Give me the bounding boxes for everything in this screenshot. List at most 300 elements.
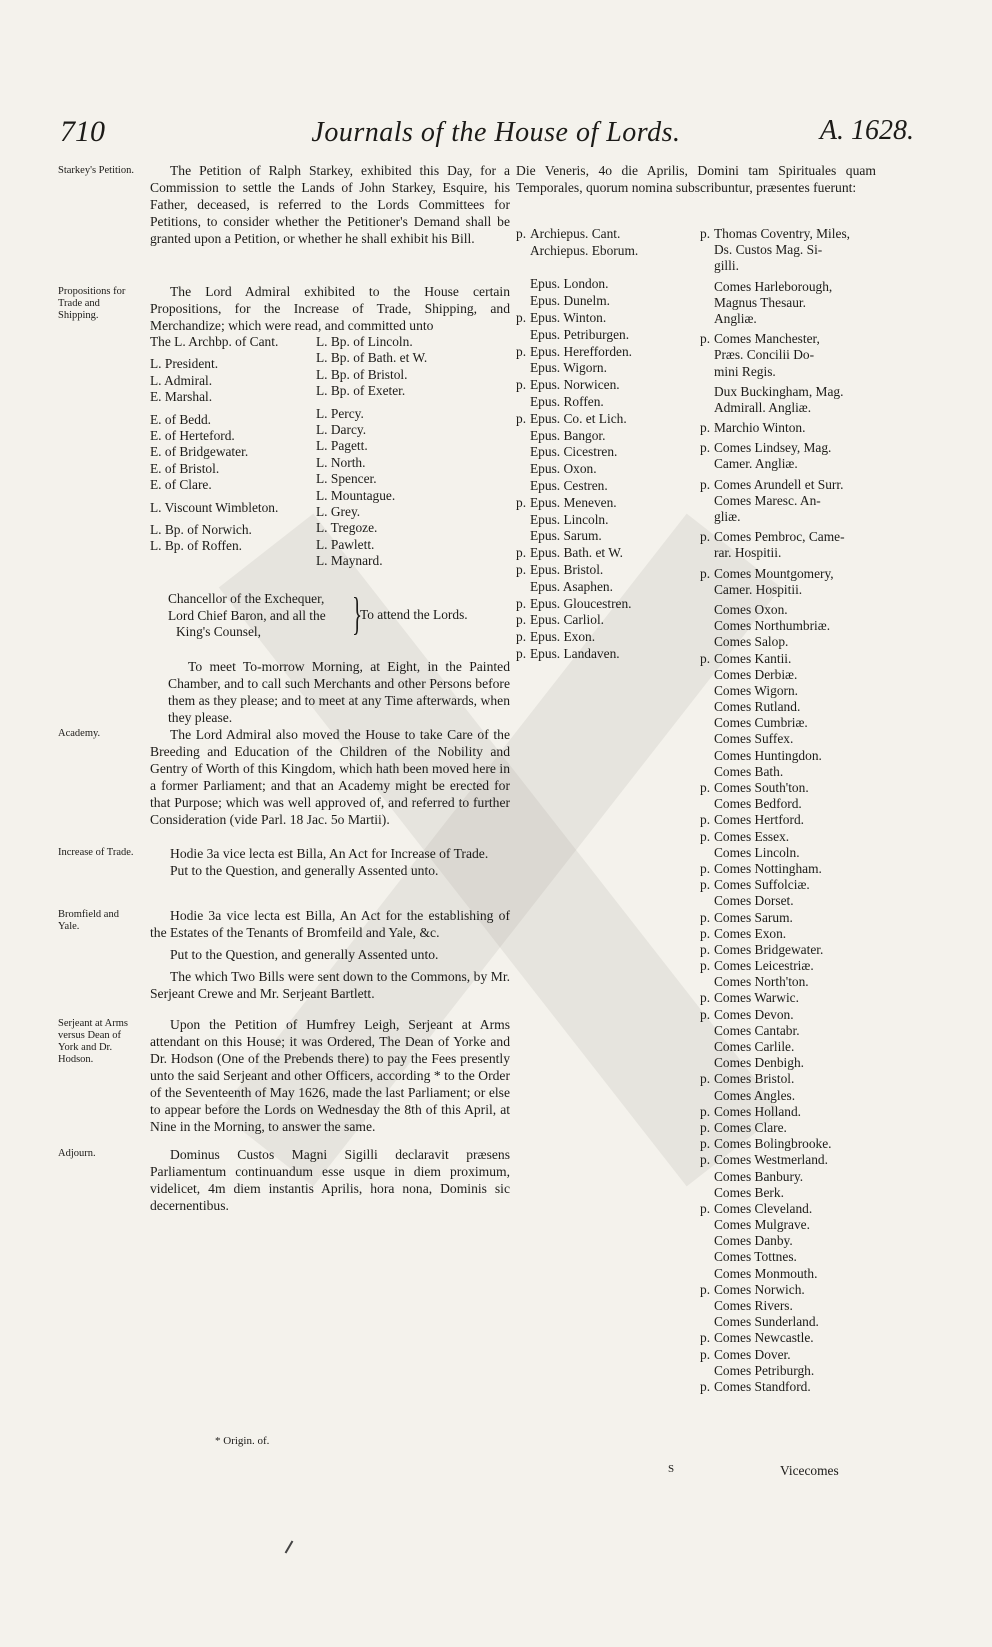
lord-name: gliæ.	[714, 509, 741, 524]
lord-name: Comes Bedford.	[714, 796, 802, 812]
paragraph-serjeant	[150, 1016, 510, 1135]
lord-name: Comes Norwich.	[714, 1281, 805, 1297]
committee-member: E. of Bristol.	[150, 460, 220, 476]
present-mark: p.	[700, 1330, 711, 1346]
paragraph-text: Hodie 3a vice lecta est Billa, An Act for the establishing of the Estates of the Tenants of Bromfeild and Yale, &c.	[150, 908, 510, 940]
lord-entry	[700, 651, 880, 667]
lord-entry	[700, 602, 880, 618]
lord-entry	[700, 1169, 880, 1185]
lord-name: Comes Sarum.	[714, 909, 793, 925]
lord-name: Epus. Dunelm.	[530, 293, 610, 309]
lord-entry	[700, 748, 880, 764]
committee-member: L. Bp. of Lincoln.	[316, 334, 413, 349]
lord-entry	[700, 1201, 880, 1217]
committee-member: The L. Archbp. of Cant.	[150, 334, 279, 349]
lord-line	[700, 226, 880, 242]
lord-name: Epus. Roffen.	[530, 393, 604, 409]
lord-name: Comes Banbury.	[714, 1168, 804, 1184]
lord-entry	[516, 226, 698, 243]
lord-name: Comes Wigorn.	[714, 682, 799, 698]
lord-entry	[700, 1314, 880, 1330]
present-mark: p.	[516, 545, 527, 561]
attendance-intro-text: Die Veneris, 4o die Aprilis, Domini tam Spirituales quam Temporales, quorum nomina subscribuntur, præsentes fuerunt:	[516, 163, 876, 195]
margin-note-starkey: Starkey's Petition.	[58, 165, 134, 176]
signature-mark: S	[668, 1463, 675, 1475]
lord-entry	[700, 764, 880, 780]
lord-name: Comes Lindsey, Mag.	[714, 440, 832, 456]
lord-entry	[516, 344, 698, 361]
lord-name: Comes Mulgrave.	[714, 1217, 810, 1233]
lord-name: Comes Carlile.	[714, 1039, 795, 1054]
lord-entry	[700, 384, 880, 416]
lord-entry	[700, 279, 880, 328]
paragraph-text: The which Two Bills were sent down to the Commons, by Mr. Serjeant Crewe and Mr. Serjeant Bartlett.	[150, 969, 510, 1001]
lord-name: Magnus Thesaur.	[714, 294, 806, 310]
paragraph-text: Put to the Question, and generally Assented unto.	[170, 863, 439, 878]
committee-member: L. Bp. of Norwich.	[150, 521, 252, 537]
lord-line	[700, 364, 880, 380]
attend-instruction: To attend the Lords.	[360, 607, 468, 622]
committee-member: L. North.	[316, 454, 366, 470]
paragraph-academy	[150, 726, 510, 828]
present-mark: p.	[700, 331, 711, 347]
lord-name: Comes Sunderland.	[714, 1314, 819, 1330]
lord-name: Marchio Winton.	[714, 420, 806, 436]
lord-name: Comes Kantii.	[714, 650, 792, 666]
lord-entry	[516, 461, 698, 478]
lord-name: Epus. Asaphen.	[530, 578, 613, 594]
lord-entry	[516, 612, 698, 629]
present-mark: p.	[700, 1152, 711, 1168]
lord-line	[700, 347, 880, 363]
lord-name: Comes Exon.	[714, 925, 787, 941]
committee-member: L. Bp. of Bath. et W.	[316, 350, 428, 366]
committee-member: L. Viscount Wimbleton.	[150, 499, 279, 515]
lord-name: Comes Essex.	[714, 828, 790, 844]
lord-entry	[516, 293, 698, 310]
lord-name: Comes Cumbriæ.	[714, 715, 808, 731]
lord-entry	[700, 1185, 880, 1201]
committee-member: E. of Herteford.	[150, 427, 235, 443]
lord-name: Epus. Gloucestren.	[530, 595, 632, 611]
lord-name: Comes Dover.	[714, 1346, 791, 1362]
page-year: A. 1628.	[819, 115, 914, 146]
lord-name: Comes Salop.	[714, 634, 789, 650]
present-mark: p.	[700, 650, 711, 666]
present-mark: p.	[700, 1119, 711, 1135]
lord-entry	[700, 910, 880, 926]
lord-name: Comes Maresc. An-	[714, 492, 821, 508]
lord-entry	[700, 1266, 880, 1282]
lord-entry	[700, 667, 880, 683]
lord-entry	[700, 861, 880, 877]
present-mark: p.	[516, 343, 527, 359]
present-mark: p.	[700, 990, 711, 1006]
present-mark: p.	[700, 529, 711, 545]
lord-name: Epus. Bangor.	[530, 427, 606, 443]
stray-mark	[285, 1540, 294, 1553]
lord-name: Comes Warwic.	[714, 990, 799, 1006]
lord-name: Archiepus. Cant.	[530, 226, 621, 241]
present-mark: p.	[516, 226, 527, 241]
lord-entry	[516, 495, 698, 512]
lord-entry	[516, 629, 698, 646]
brace-icon: }	[352, 588, 363, 639]
lord-name: Comes Holland.	[714, 1103, 802, 1119]
lord-name: Epus. Norwicen.	[530, 377, 620, 393]
lord-entry	[700, 893, 880, 909]
present-mark: p.	[700, 877, 711, 893]
lord-entry	[516, 646, 698, 663]
committee-left-column	[150, 334, 315, 555]
paragraph-starkey	[150, 162, 510, 247]
lord-name: Comes Danby.	[714, 1233, 793, 1249]
present-mark: p.	[700, 1103, 711, 1119]
lord-entry	[700, 829, 880, 845]
lord-name: Comes Hertford.	[714, 812, 804, 828]
lord-name: Epus. Carliol.	[530, 612, 605, 628]
lord-entry	[700, 420, 880, 436]
lord-name: Comes Berk.	[714, 1184, 784, 1200]
paragraph-adjourn	[150, 1146, 510, 1214]
lord-name: Epus. Exon.	[530, 629, 596, 645]
lord-entry	[700, 845, 880, 861]
lord-name: Ds. Custos Mag. Si-	[714, 242, 823, 258]
committee-member: L. Bp. of Exeter.	[316, 383, 406, 399]
lord-entry	[516, 260, 698, 277]
lord-line	[700, 279, 880, 295]
present-mark: p.	[516, 494, 527, 510]
lord-name: mini Regis.	[714, 363, 776, 379]
lord-entry	[700, 1120, 880, 1136]
present-mark: p.	[700, 440, 711, 456]
present-mark: p.	[700, 941, 711, 957]
lord-name: Comes Oxon.	[714, 601, 788, 617]
lord-entry	[700, 812, 880, 828]
lord-entry	[700, 926, 880, 942]
paragraph-bromfield	[150, 907, 510, 1002]
committee-member: L. Pagett.	[316, 438, 368, 454]
present-mark: p.	[700, 420, 711, 436]
lord-line	[700, 420, 880, 436]
lord-line	[700, 493, 880, 509]
lord-line	[700, 311, 880, 327]
lord-name: Comes Nottingham.	[714, 860, 822, 876]
present-mark: p.	[700, 1136, 711, 1152]
present-mark: p.	[516, 595, 527, 611]
margin-note-serjeant: Serjeant at Arms versus Dean of York and Dr. Hodson.	[58, 1018, 128, 1065]
lord-name: Comes Harleborough,	[714, 278, 833, 294]
attend-line: King's Counsel,	[176, 624, 261, 639]
lord-line	[700, 440, 880, 456]
present-mark: p.	[516, 561, 527, 577]
lord-entry	[700, 1104, 880, 1120]
lord-name: Comes Rivers.	[714, 1298, 793, 1313]
lord-entry	[700, 699, 880, 715]
lord-name: Comes Angles.	[714, 1087, 796, 1103]
lord-entry	[516, 276, 698, 293]
attend-block	[168, 588, 508, 641]
lord-name: Comes Pembroc, Came-	[714, 529, 845, 545]
lord-entry	[516, 512, 698, 529]
footnote: * Origin. of.	[215, 1435, 270, 1447]
lord-name: Comes Mountgomery,	[714, 565, 834, 581]
present-mark: p.	[516, 410, 527, 426]
lord-name: Comes Suffex.	[714, 731, 794, 747]
paragraph-increase	[150, 845, 510, 879]
lord-line	[700, 545, 880, 561]
lord-name: Comes Manchester,	[714, 331, 820, 347]
present-mark: p.	[700, 958, 711, 974]
lord-line	[700, 384, 880, 400]
lord-name: Comes Monmouth.	[714, 1265, 818, 1281]
lord-entry	[700, 1217, 880, 1233]
lord-name: Angliæ.	[714, 310, 757, 326]
lord-name: Epus. Bath. et W.	[530, 545, 623, 561]
lord-name: Comes Huntingdon.	[714, 747, 822, 763]
lord-line	[700, 582, 880, 598]
lord-entry	[700, 1282, 880, 1298]
margin-note-adjourn: Adjourn.	[58, 1148, 96, 1159]
lord-name: Epus. Cicestren.	[530, 444, 618, 460]
lord-line	[700, 258, 880, 274]
lord-name: Epus. Herefforden.	[530, 343, 633, 359]
lord-name: Epus. Co. et Lich.	[530, 410, 627, 426]
temporal-lords-list	[700, 226, 880, 1395]
lord-name: Epus. Oxon.	[530, 461, 597, 477]
lord-entry	[516, 596, 698, 613]
margin-note-bromfield: Bromfield and Yale.	[58, 909, 119, 932]
catchword: Vicecomes	[780, 1463, 839, 1478]
lord-name: Comes Bath.	[714, 763, 784, 779]
page-title: Journals of the House of Lords.	[311, 117, 681, 148]
lord-entry	[700, 731, 880, 747]
lord-name: Comes Dorset.	[714, 893, 794, 909]
committee-member: E. of Bedd.	[150, 411, 211, 427]
attendance-intro	[516, 162, 876, 196]
lord-name: Comes Newcastle.	[714, 1330, 814, 1346]
lord-name: Epus. London.	[530, 276, 609, 292]
lord-entry	[700, 1088, 880, 1104]
lord-entry	[516, 411, 698, 428]
lord-name: Comes Derbiæ.	[714, 666, 798, 682]
committee-member: L. Bp. of Roffen.	[150, 538, 242, 554]
lord-entry	[516, 528, 698, 545]
lord-entry	[700, 796, 880, 812]
lord-name: Epus. Wigorn.	[530, 360, 607, 376]
margin-note-academy: Academy.	[58, 728, 101, 739]
margin-note-propositions: Propositions for Trade and Shipping.	[58, 286, 126, 321]
paragraph-text: The Petition of Ralph Starkey, exhibited this Day, for a Commission to settle the Lands of John Starkey, Esquire, his Father, deceased, is referred to the Lords Committees for Petitions, to consider whether the Petitioner's Demand shall be granted upon a Petition, or whether he shall exhibit his Bill.	[150, 163, 510, 246]
lord-entry	[700, 958, 880, 974]
lord-entry	[516, 310, 698, 327]
lord-name: Comes Clare.	[714, 1119, 787, 1135]
paragraph-text: Put to the Question, and generally Assented unto.	[170, 947, 439, 962]
lord-entry	[700, 1007, 880, 1023]
lord-name: Comes Leicestriæ.	[714, 958, 814, 974]
lord-name: Admirall. Angliæ.	[714, 399, 812, 415]
lord-entry	[700, 1298, 880, 1314]
committee-member: E. of Bridgewater.	[150, 444, 249, 460]
lord-name: Comes South'ton.	[714, 780, 809, 795]
lord-entry	[516, 428, 698, 445]
committee-member: L. Darcy.	[316, 421, 367, 437]
lord-entry	[516, 377, 698, 394]
lord-name: Comes Cleveland.	[714, 1200, 813, 1216]
lord-name: Camer. Hospitii.	[714, 581, 803, 597]
lord-entry	[516, 394, 698, 411]
present-mark: p.	[700, 1346, 711, 1362]
committee-member: L. Spencer.	[316, 471, 377, 487]
lord-entry	[700, 683, 880, 699]
lord-name: Comes Bristol.	[714, 1071, 795, 1087]
lord-name: Comes Cantabr.	[714, 1022, 800, 1038]
lord-name: Præs. Concilii Do-	[714, 347, 815, 363]
present-mark: p.	[700, 1378, 711, 1394]
lord-line	[700, 456, 880, 472]
attend-line: Chancellor of the Exchequer,	[168, 591, 325, 606]
lord-entry	[700, 1071, 880, 1087]
paragraph-text: The Lord Admiral also moved the House to take Care of the Breeding and Education of the Children of the Nobility and Gentry of Worth of this Kingdom, which hath been moved here in a former Parliament; and that an Academy might be erected for that Purpose; which was well approved of, and referred to further Consideration (vide Parl. 18 Jac. 5o Martii).	[150, 727, 510, 827]
lord-entry	[700, 1347, 880, 1363]
paragraph-text: Upon the Petition of Humfrey Leigh, Serjeant at Arms attendant on this House; it was Ordered, The Dean of Yorke and Dr. Hodson (One of the Prebends there) to pay the Fees presently unto the said Serjeant and other Officers, according * to the Order of the Seventeenth of May 1626, made the last Parliament; or else to appear before the Lords on Wednesday the 8th of this April, at Nine in the Morning, to answer the same.	[150, 1017, 510, 1134]
paragraph-meet	[168, 658, 510, 726]
present-mark: p.	[700, 226, 711, 241]
present-mark: p.	[700, 909, 711, 925]
lord-name: Epus. Winton.	[530, 309, 607, 325]
lord-line	[700, 400, 880, 416]
lord-name: Comes Arundell et Surr.	[714, 476, 844, 492]
lord-name: Comes Westmerland.	[714, 1152, 828, 1168]
lord-name: Thomas Coventry, Miles,	[714, 226, 850, 241]
lord-entry	[700, 942, 880, 958]
lord-entry	[516, 444, 698, 461]
lord-entry	[700, 877, 880, 893]
present-mark: p.	[700, 780, 711, 795]
lord-entry	[700, 1136, 880, 1152]
present-mark: p.	[700, 812, 711, 828]
present-mark: p.	[700, 476, 711, 492]
lord-entry	[700, 715, 880, 731]
committee-member: L. Mountague.	[316, 487, 396, 503]
lord-entry	[700, 331, 880, 380]
lord-entry	[700, 566, 880, 598]
lord-name: Dux Buckingham, Mag.	[714, 383, 844, 399]
lord-entry	[700, 1023, 880, 1039]
committee-member: L. President.	[150, 356, 219, 372]
paragraph-text: Dominus Custos Magni Sigilli declaravit præsens Parliamentum continuandum esse usque in diem proximum, videlicet, 4m diem instantis Aprilis, hora nona, Dominis sic decernentibus.	[150, 1147, 510, 1213]
committee-member: L. Tregoze.	[316, 520, 378, 536]
lord-entry	[516, 243, 698, 260]
lord-name: Epus. Meneven.	[530, 494, 617, 510]
lord-name: Comes Lincoln.	[714, 844, 800, 860]
present-mark: p.	[516, 645, 527, 661]
lord-entry	[700, 990, 880, 1006]
lord-entry	[700, 226, 880, 275]
lord-entry	[516, 545, 698, 562]
lord-name: Epus. Bristol.	[530, 561, 604, 577]
lord-entry	[700, 974, 880, 990]
lord-name: Comes Standford.	[714, 1378, 811, 1394]
present-mark: p.	[700, 860, 711, 876]
lord-line	[700, 529, 880, 545]
committee-member: E. of Clare.	[150, 477, 212, 493]
lord-name: Comes Tottnes.	[714, 1249, 797, 1265]
committee-member: E. Marshal.	[150, 389, 213, 405]
lord-line	[700, 331, 880, 347]
committee-member: L. Admiral.	[150, 372, 213, 388]
attend-line: Lord Chief Baron, and all the	[168, 607, 326, 623]
lord-entry	[516, 562, 698, 579]
lord-entry	[516, 478, 698, 495]
lord-name: Epus. Sarum.	[530, 528, 602, 544]
lord-entry	[700, 618, 880, 634]
present-mark: p.	[700, 1006, 711, 1022]
paragraph-propositions	[150, 283, 510, 334]
committee-member: L. Maynard.	[316, 553, 383, 569]
lord-entry	[700, 1379, 880, 1395]
lord-name: Epus. Petriburgen.	[530, 326, 630, 342]
lord-line	[700, 566, 880, 582]
lord-entry	[700, 1152, 880, 1168]
present-mark: p.	[700, 828, 711, 844]
present-mark: p.	[516, 629, 527, 645]
present-mark: p.	[700, 925, 711, 941]
committee-member: L. Bp. of Bristol.	[316, 366, 408, 382]
present-mark: p.	[516, 377, 527, 393]
committee-member: L. Grey.	[316, 503, 361, 519]
margin-note-increase: Increase of Trade.	[58, 847, 134, 858]
lord-entry	[700, 780, 880, 796]
lord-name: Comes Bridgewater.	[714, 941, 824, 957]
lord-line	[700, 477, 880, 493]
lord-entry	[700, 634, 880, 650]
spiritual-lords-list	[516, 226, 698, 663]
lord-entry	[700, 1249, 880, 1265]
lord-name: Comes Devon.	[714, 1006, 794, 1022]
present-mark: p.	[516, 612, 527, 628]
lord-line	[700, 242, 880, 258]
present-mark: p.	[700, 1071, 711, 1087]
lord-line	[700, 509, 880, 525]
lord-name: gilli.	[714, 258, 739, 274]
lord-entry	[700, 1363, 880, 1379]
lord-name: Comes Suffolciæ.	[714, 877, 810, 893]
lord-name: Epus. Landaven.	[530, 645, 620, 661]
lord-name: Archiepus. Eborum.	[530, 242, 639, 258]
present-mark: p.	[700, 1200, 711, 1216]
lord-entry	[700, 1055, 880, 1071]
present-mark: p.	[700, 565, 711, 581]
lord-entry	[700, 1233, 880, 1249]
present-mark: p.	[516, 309, 527, 325]
lord-entry	[700, 440, 880, 472]
paragraph-text: To meet To-morrow Morning, at Eight, in the Painted Chamber, and to call such Merchants and other Persons before them as they please; and to meet at any Time afterwards, when they please.	[168, 659, 510, 725]
present-mark: p.	[700, 1281, 711, 1297]
page-header	[0, 115, 992, 155]
paragraph-text: Hodie 3a vice lecta est Billa, An Act for Increase of Trade.	[170, 846, 489, 861]
lord-name: Epus. Cestren.	[530, 477, 608, 493]
lord-entry	[516, 327, 698, 344]
lord-entry	[700, 1039, 880, 1055]
lord-name: Comes North'ton.	[714, 974, 809, 990]
lord-name: Comes Rutland.	[714, 699, 801, 715]
lord-name: Epus. Lincoln.	[530, 511, 609, 527]
lord-name: Camer. Angliæ.	[714, 456, 798, 472]
page-number: 710	[60, 115, 105, 148]
paragraph-text: The Lord Admiral exhibited to the House certain Propositions, for the Increase of Trade, Shipping, and Merchandize; which were read, and committed unto	[150, 284, 510, 333]
committee-member: L. Pawlett.	[316, 536, 375, 552]
